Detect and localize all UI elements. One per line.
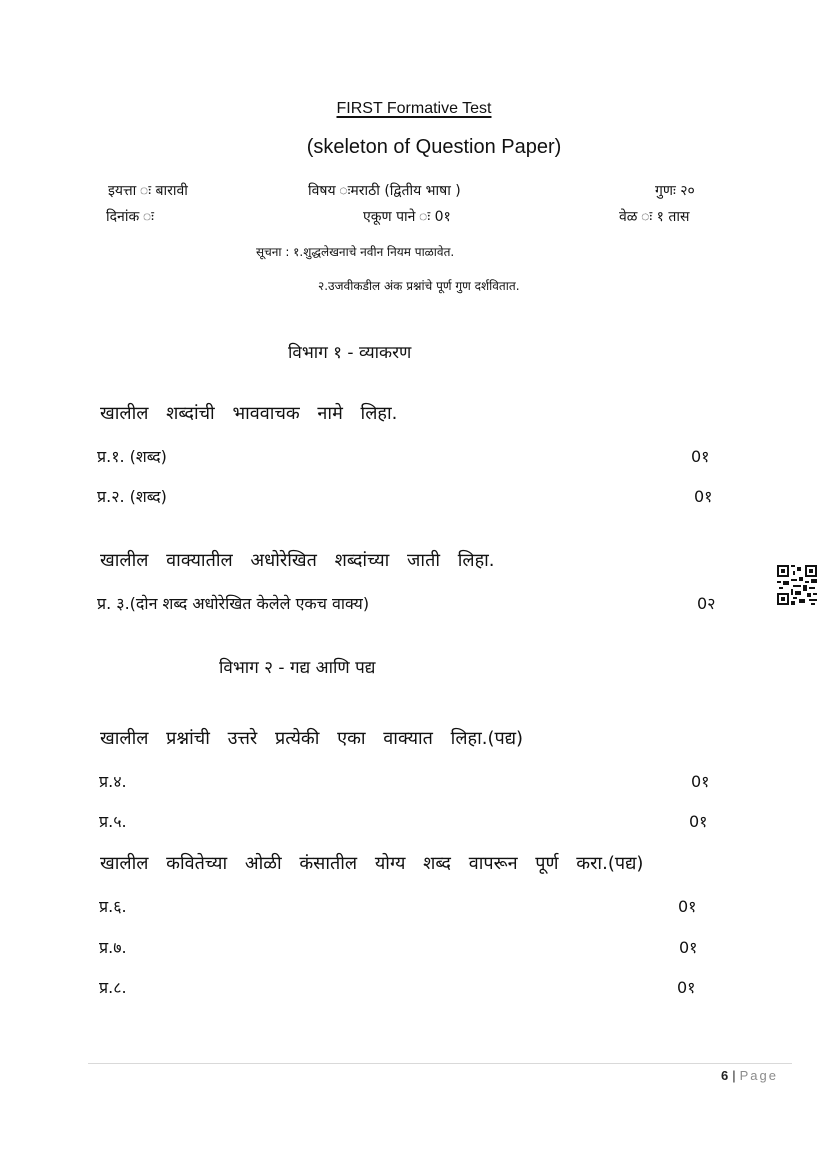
page-word: Page <box>739 1068 778 1083</box>
section-2-instruction-1: खालील प्रश्नांची उत्तरे प्रत्येकी एका वाक्यात लिहा.(पद्य) <box>100 728 524 749</box>
question-7-marks: 0१ <box>679 938 698 957</box>
instruction-line-2: २.उजवीकडील अंक प्रश्नांचे पूर्ण गुण दर्शवितात. <box>318 279 520 293</box>
question-4-marks: 0१ <box>691 772 710 791</box>
section-1-heading: विभाग १ - व्याकरण <box>288 343 412 363</box>
question-8: प्र.८. <box>99 978 127 997</box>
question-2-marks: 0१ <box>694 487 713 506</box>
section-1-instruction-1: खालील शब्दांची भाववाचक नामे लिहा. <box>100 403 398 424</box>
question-1-marks: 0१ <box>691 447 710 466</box>
paper-title: FIRST Formative Test <box>336 100 492 117</box>
footer-separator: | <box>732 1068 736 1083</box>
question-2: प्र.२. (शब्द) <box>97 487 167 506</box>
marks-label: गुणः २० <box>655 183 695 199</box>
section-1-instruction-2: खालील वाक्यातील अधोरेखित शब्दांच्या जाती लिहा. <box>100 550 495 571</box>
question-3-marks: 0२ <box>697 594 716 613</box>
section-2-instruction-2: खालील कवितेच्या ओळी कंसातील योग्य शब्द वापरून पूर्ण करा.(पद्य) <box>100 853 644 874</box>
page-number: 6 <box>721 1068 729 1083</box>
page-footer <box>721 1068 778 1083</box>
question-4: प्र.४. <box>99 772 127 791</box>
question-1: प्र.१. (शब्द) <box>97 447 167 466</box>
question-5: प्र.५. <box>99 812 127 831</box>
footer-divider <box>88 1063 792 1064</box>
pages-label: एकूण पाने ः 0१ <box>363 209 451 225</box>
subject-label: विषय ःमराठी (द्वितीय भाषा ) <box>308 183 461 199</box>
qr-code-icon <box>777 565 817 605</box>
question-7: प्र.७. <box>99 938 127 957</box>
question-6-marks: 0१ <box>678 897 697 916</box>
question-8-marks: 0१ <box>677 978 696 997</box>
instruction-line-1: सूचना : १.शुद्धलेखनाचे नवीन नियम पाळावेत. <box>256 245 455 259</box>
question-5-marks: 0१ <box>689 812 708 831</box>
question-3: प्र. ३.(दोन शब्द अधोरेखित केलेले एकच वाक्य) <box>97 594 370 613</box>
class-label: इयत्ता ः बारावी <box>108 183 188 199</box>
date-label: दिनांक ः <box>106 209 154 225</box>
paper-subtitle: (skeleton of Question Paper) <box>306 136 562 158</box>
time-label: वेळ ः १ तास <box>619 209 690 225</box>
question-6: प्र.६. <box>99 897 127 916</box>
section-2-heading: विभाग २ - गद्य आणि पद्य <box>219 658 376 678</box>
